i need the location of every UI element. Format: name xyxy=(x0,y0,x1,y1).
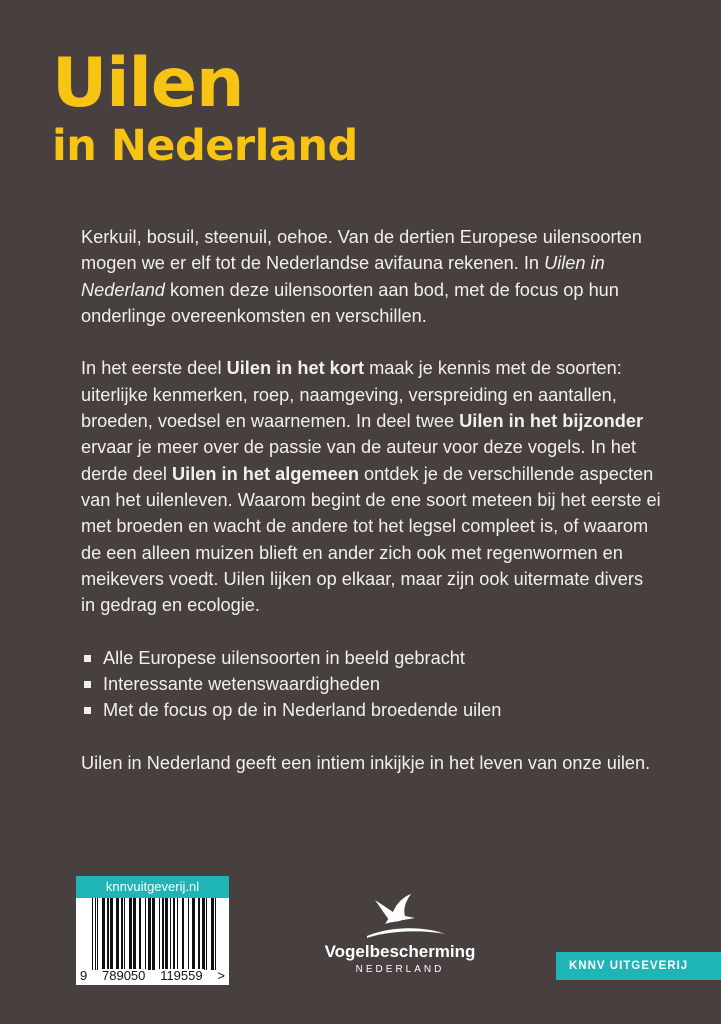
digit-group: > xyxy=(217,968,225,983)
title-line-1: Uilen xyxy=(52,44,244,123)
publisher-url: knnvuitgeverij.nl xyxy=(76,876,229,898)
text: Kerkuil, bosuil, steenuil, oehoe. Van de dertien Europese uilensoorten mogen we er elf tot de Nederlandse avifauna rekenen. In xyxy=(81,227,642,274)
feature-item: Interessante wetenswaardigheden xyxy=(81,671,661,697)
isbn-barcode xyxy=(76,876,229,985)
feature-list xyxy=(81,645,661,724)
title-line-2: in Nederland xyxy=(52,121,358,171)
digit-group: 789050 xyxy=(102,968,146,983)
text: maak je kennis met de soorten: uiterlijke kenmerken, roep, naamgeving, verspreiding en aantallen, broeden, voedsel en waarnemen. In deel twee xyxy=(81,358,622,432)
paragraph-parts xyxy=(81,355,661,618)
publisher-badge: KNNV UITGEVERIJ xyxy=(556,952,721,980)
digit-group: 9 xyxy=(80,968,88,983)
text: In het eerste deel xyxy=(81,358,227,379)
part-2-title: Uilen in het bijzonder xyxy=(459,411,644,432)
italic-title: Uilen in Nederland xyxy=(81,253,605,300)
barcode-bars xyxy=(92,898,218,970)
text: komen deze uilensoorten aan bod, met de focus op hun onderlinge overeenkomsten en verschillen. xyxy=(81,279,619,326)
part-1-title: Uilen in het kort xyxy=(226,358,365,379)
text: ontdek je de verschillende aspecten van het uilenleven. Waarom begint de ene soort meteen bij het eerste ei met broeden en wacht de andere tot het legsel compleet is, of waarom de een alleen muizen blieft en ander zich ook met regenwormen en meikevers voedt. Uilen lijken op elkaar, maar zijn ook uitermate divers in gedrag en ecologie. xyxy=(81,463,661,616)
logo-subtitle: NEDERLAND xyxy=(355,964,445,975)
closing-line: Uilen in Nederland geeft een intiem inkijkje in het leven van onze uilen. xyxy=(81,752,651,773)
vogelbescherming-logo xyxy=(300,890,500,975)
feature-item: Met de focus op de in Nederland broedende uilen xyxy=(81,697,661,723)
text: ervaar je meer over de passie van de auteur voor deze vogels. In het derde deel xyxy=(81,437,637,484)
blurb xyxy=(81,224,661,803)
part-3-title: Uilen in het algemeen xyxy=(172,463,359,484)
book-title xyxy=(52,44,358,172)
digit-group: 119559 xyxy=(160,968,203,983)
feature-item: Alle Europese uilensoorten in beeld gebracht xyxy=(81,645,661,671)
paragraph-intro xyxy=(81,224,661,329)
bird-icon xyxy=(345,890,455,940)
isbn-digits xyxy=(79,969,226,983)
logo-name: Vogelbescherming xyxy=(324,942,476,961)
